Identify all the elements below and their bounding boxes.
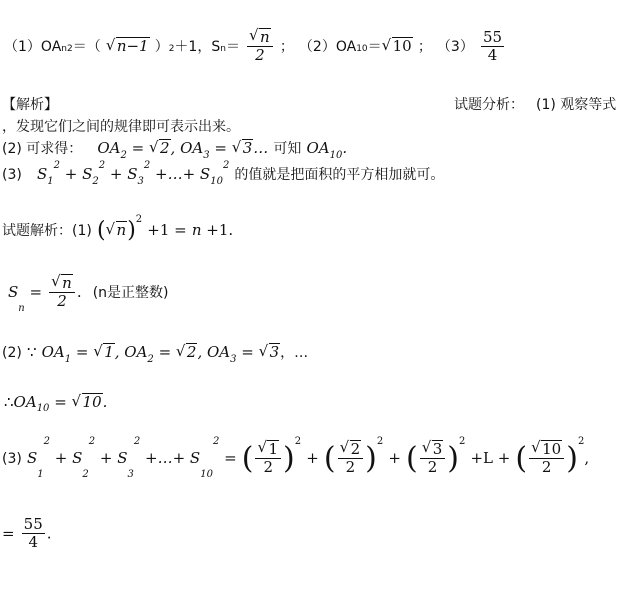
solution-line2: (2) ∵ $OA_1$ = √ 1, $OA_2$ = √ 2, $OA_3$ = √ 3，…	[2, 342, 308, 362]
answer-eq3: ＝	[367, 38, 382, 55]
answer-close-paren: ）	[154, 38, 169, 55]
answer-s: S	[211, 38, 221, 55]
answer-line	[4, 28, 506, 65]
answer-eq2: ＝	[225, 38, 240, 55]
answer-square: 2	[168, 43, 175, 54]
answer-s-sub: n	[220, 43, 226, 54]
analysis-line4: (3) $S_1^2 + S_2^2 + S_3^2$ +…+ $S_{10}^2$ 的值就是把面积的平方相加就可。	[2, 160, 445, 187]
answer-p1-label: （1）	[4, 38, 41, 55]
answer-sqrt-n-1: √ n−1	[106, 37, 150, 55]
answer-p2-label: （2）	[298, 38, 336, 55]
answer-oa-sub: n2	[61, 43, 73, 54]
answer-oa: OA	[40, 38, 62, 55]
answer-p3-label: （3）	[436, 38, 474, 55]
answer-oa10: OA	[335, 38, 357, 55]
answer-sn-fraction: √ $\frac{n}{2}$	[247, 28, 273, 65]
analysis-intro: 试题分析： (1) 观察等式	[454, 97, 617, 113]
solution-line1: 试题解析：(1) (√ n)$^2$ +1 = n +1.	[2, 218, 233, 243]
answer-plus1: ＋1，	[174, 38, 212, 55]
answer-oa10-sub: 10	[356, 43, 368, 54]
solution-sn: $S_n$ = √ $\frac{n}{2}$ . (n是正整数)	[8, 274, 169, 311]
solution-oa10: $\therefore OA_{10}$ = √ 10.	[4, 392, 107, 411]
analysis-line3: (2) 可求得： $OA_2$ = √ 2, $OA_3$ = √ 3… 可知 $OA_{10}$.	[2, 138, 347, 158]
solution-final: = $\frac{55}{4}$ .	[2, 515, 52, 552]
solution-line3: (3) $S_1^2 + S_2^2 + S_3^2$ +…+ $S_{10}^2$ = ( √ $\frac{1}{2}$ )$^2$ + ( √ $\frac{2}{2}$ )$^2$ + ( √ $\frac{3}{2}$ )$^2$ +L + ( √ $\frac{10}{2}$ )$^2$,	[2, 440, 589, 477]
answer-eq1: ＝（	[72, 38, 101, 55]
analysis-line2: ，发现它们之间的规律即可表示出来。	[2, 119, 240, 135]
answer-semi2: ；	[417, 38, 432, 55]
answer-sqrt10: √ 10	[382, 37, 413, 55]
answer-55-4: $\frac{55}{4}$	[482, 27, 503, 64]
analysis-heading: 【解析】	[2, 97, 58, 113]
answer-semi1: ；	[279, 38, 294, 55]
